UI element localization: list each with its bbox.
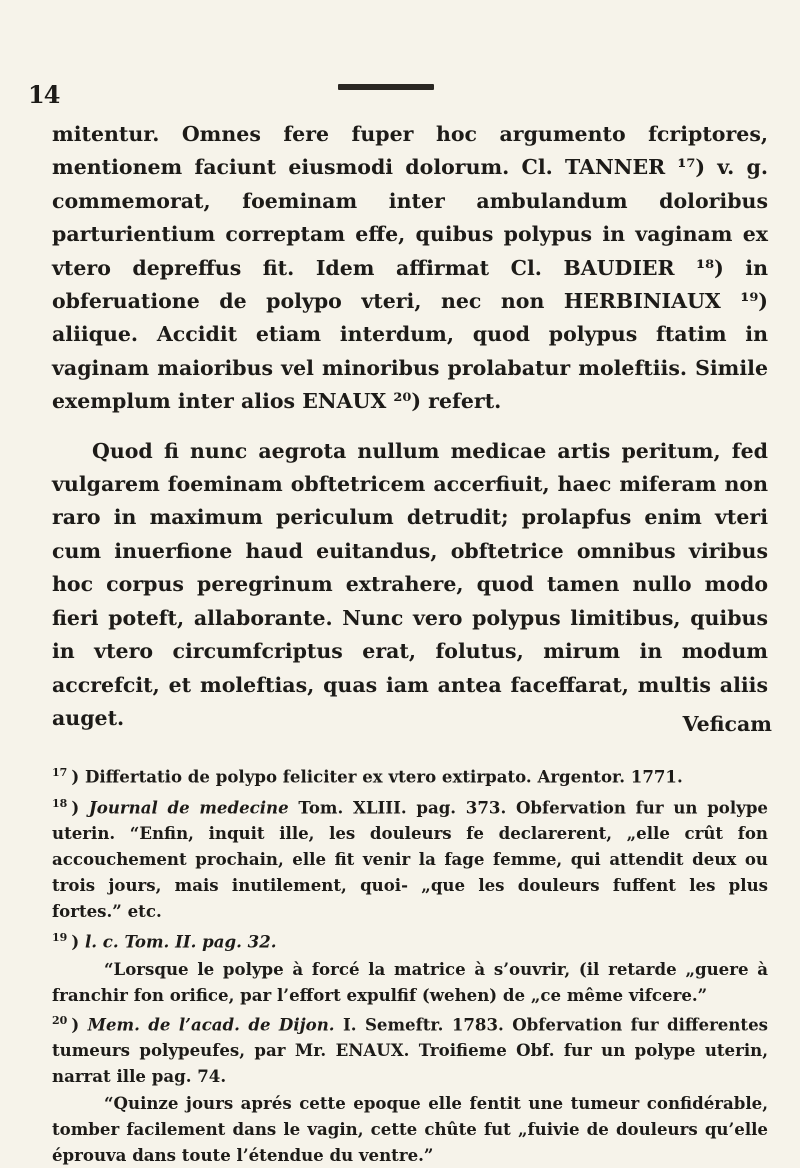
footnotes [52,760,768,1168]
footnote-20: $^{20}$ ) Mem. de l’acad. de Dijon. I. Semeftr. 1783. Obfervation fur differentes tumeurs polypeufes, par Mr. ENAUX. Troifieme Obf. fur un polype uterin, narrat ille pag. 74. [52,1013,768,1087]
footnote-number: 20 [52,1013,68,1027]
page-number: 14 [28,80,60,109]
footnote-number: 19 [52,931,68,945]
footnote-source-title: Mem. de l’acad. de Dijon. [87,1014,335,1035]
footnote-18: $^{18}$ ) Journal de medecine Tom. XLIII. pag. 373. Obfervation fur un polype uterin. “Enfin, inquit ille, les douleurs fe declarerent, „elle crût fon accouchement prochain, elle fit venir la fage femme, qui attendit deux ou trois jours, mais inutilement, quoi- „que les douleurs fuffent les plus fortes.” etc. [52,796,768,922]
footnote-text: Differtatio de polypo feliciter ex vtero extirpato. Argentor. 1771. [84,766,683,787]
footnote-number: 17 [52,766,68,779]
catchword: Veficam [682,712,772,736]
footnote-text: Tom. XLIII. pag. 373. Obfervation fur un polype uterin. “Enfin, inquit ille, les douleurs fe declarerent, „elle crût fon accouchement prochain, elle fit venir la fage femme, qui attendit deux ou trois jours, mais inutilement, quoi- „que les douleurs fuffent les plus fortes.” etc. [52,797,768,922]
footnote-source-title: l. c. Tom. II. pag. 32. [84,931,277,952]
main-text [52,118,768,735]
paragraph-1: mitentur. Omnes fere fuper hoc argumento fcriptores, mentionem faciunt eiusmodi dolorum. Cl. TANNER ¹⁷) v. g. commemorat, foeminam inter ambulandum doloribus parturientium correptam effe, quibus polypus in vaginam ex vtero depreffus fit. Idem affirmat Cl. BAUDIER ¹⁸) in obferuatione de polypo vteri, nec non HERBINIAUX ¹⁹) aliique. Accidit etiam interdum, quod polypus ftatim in vaginam maioribus vel minoribus prolabatur moleftiis. Simile exemplum inter alios ENAUX ²⁰) refert. [52,122,768,414]
paragraph-2: Quod fi nunc aegrota nullum medicae artis peritum, fed vulgarem foeminam obftetricem accerfiuit, haec miferam non raro in maximum periculum detrudit; prolapfus enim vteri cum inuerfione haud euitandus, obftetrice omnibus viribus hoc corpus peregrinum extrahere, quod tamen nullo modo fieri poteft, allaborante. Nunc vero polypus limitibus, quibus in vtero circumfcriptus erat, folutus, mirum in modum accrefcit, et moleftias, quas iam antea faceffarat, multis aliis auget. [52,438,768,730]
footnote-number: 18 [52,796,68,810]
footnote-19: $^{19}$ ) l. c. Tom. II. pag. 32. [52,931,277,952]
header-rule [338,84,434,90]
footnote-text: I. Semeftr. 1783. Obfervation fur differentes tumeurs polypeufes, par Mr. ENAUX. Troifieme Obf. fur un polype uterin, narrat ille pag. 74. [52,1014,768,1087]
footnote-20-quote: “Quinze jours aprés cette epoque elle fentit une tumeur confidérable, tomber facilement dans le vagin, cette chûte fut „fuivie de douleurs qu’elle éprouva dans toute l’étendue du ventre.” [52,1093,768,1166]
footnote-17: $^{17}$ ) Differtatio de polypo feliciter ex vtero extirpato. Argentor. 1771. [52,766,683,787]
footnote-source-title: Journal de medecine [88,797,289,818]
footnote-19-quote: “Lorsque le polype à forcé la matrice à s’ouvrir, (il retarde „guere à franchir fon orifice, par l’effort expulfif (wehen) de „ce même vifcere.” [52,958,768,1005]
